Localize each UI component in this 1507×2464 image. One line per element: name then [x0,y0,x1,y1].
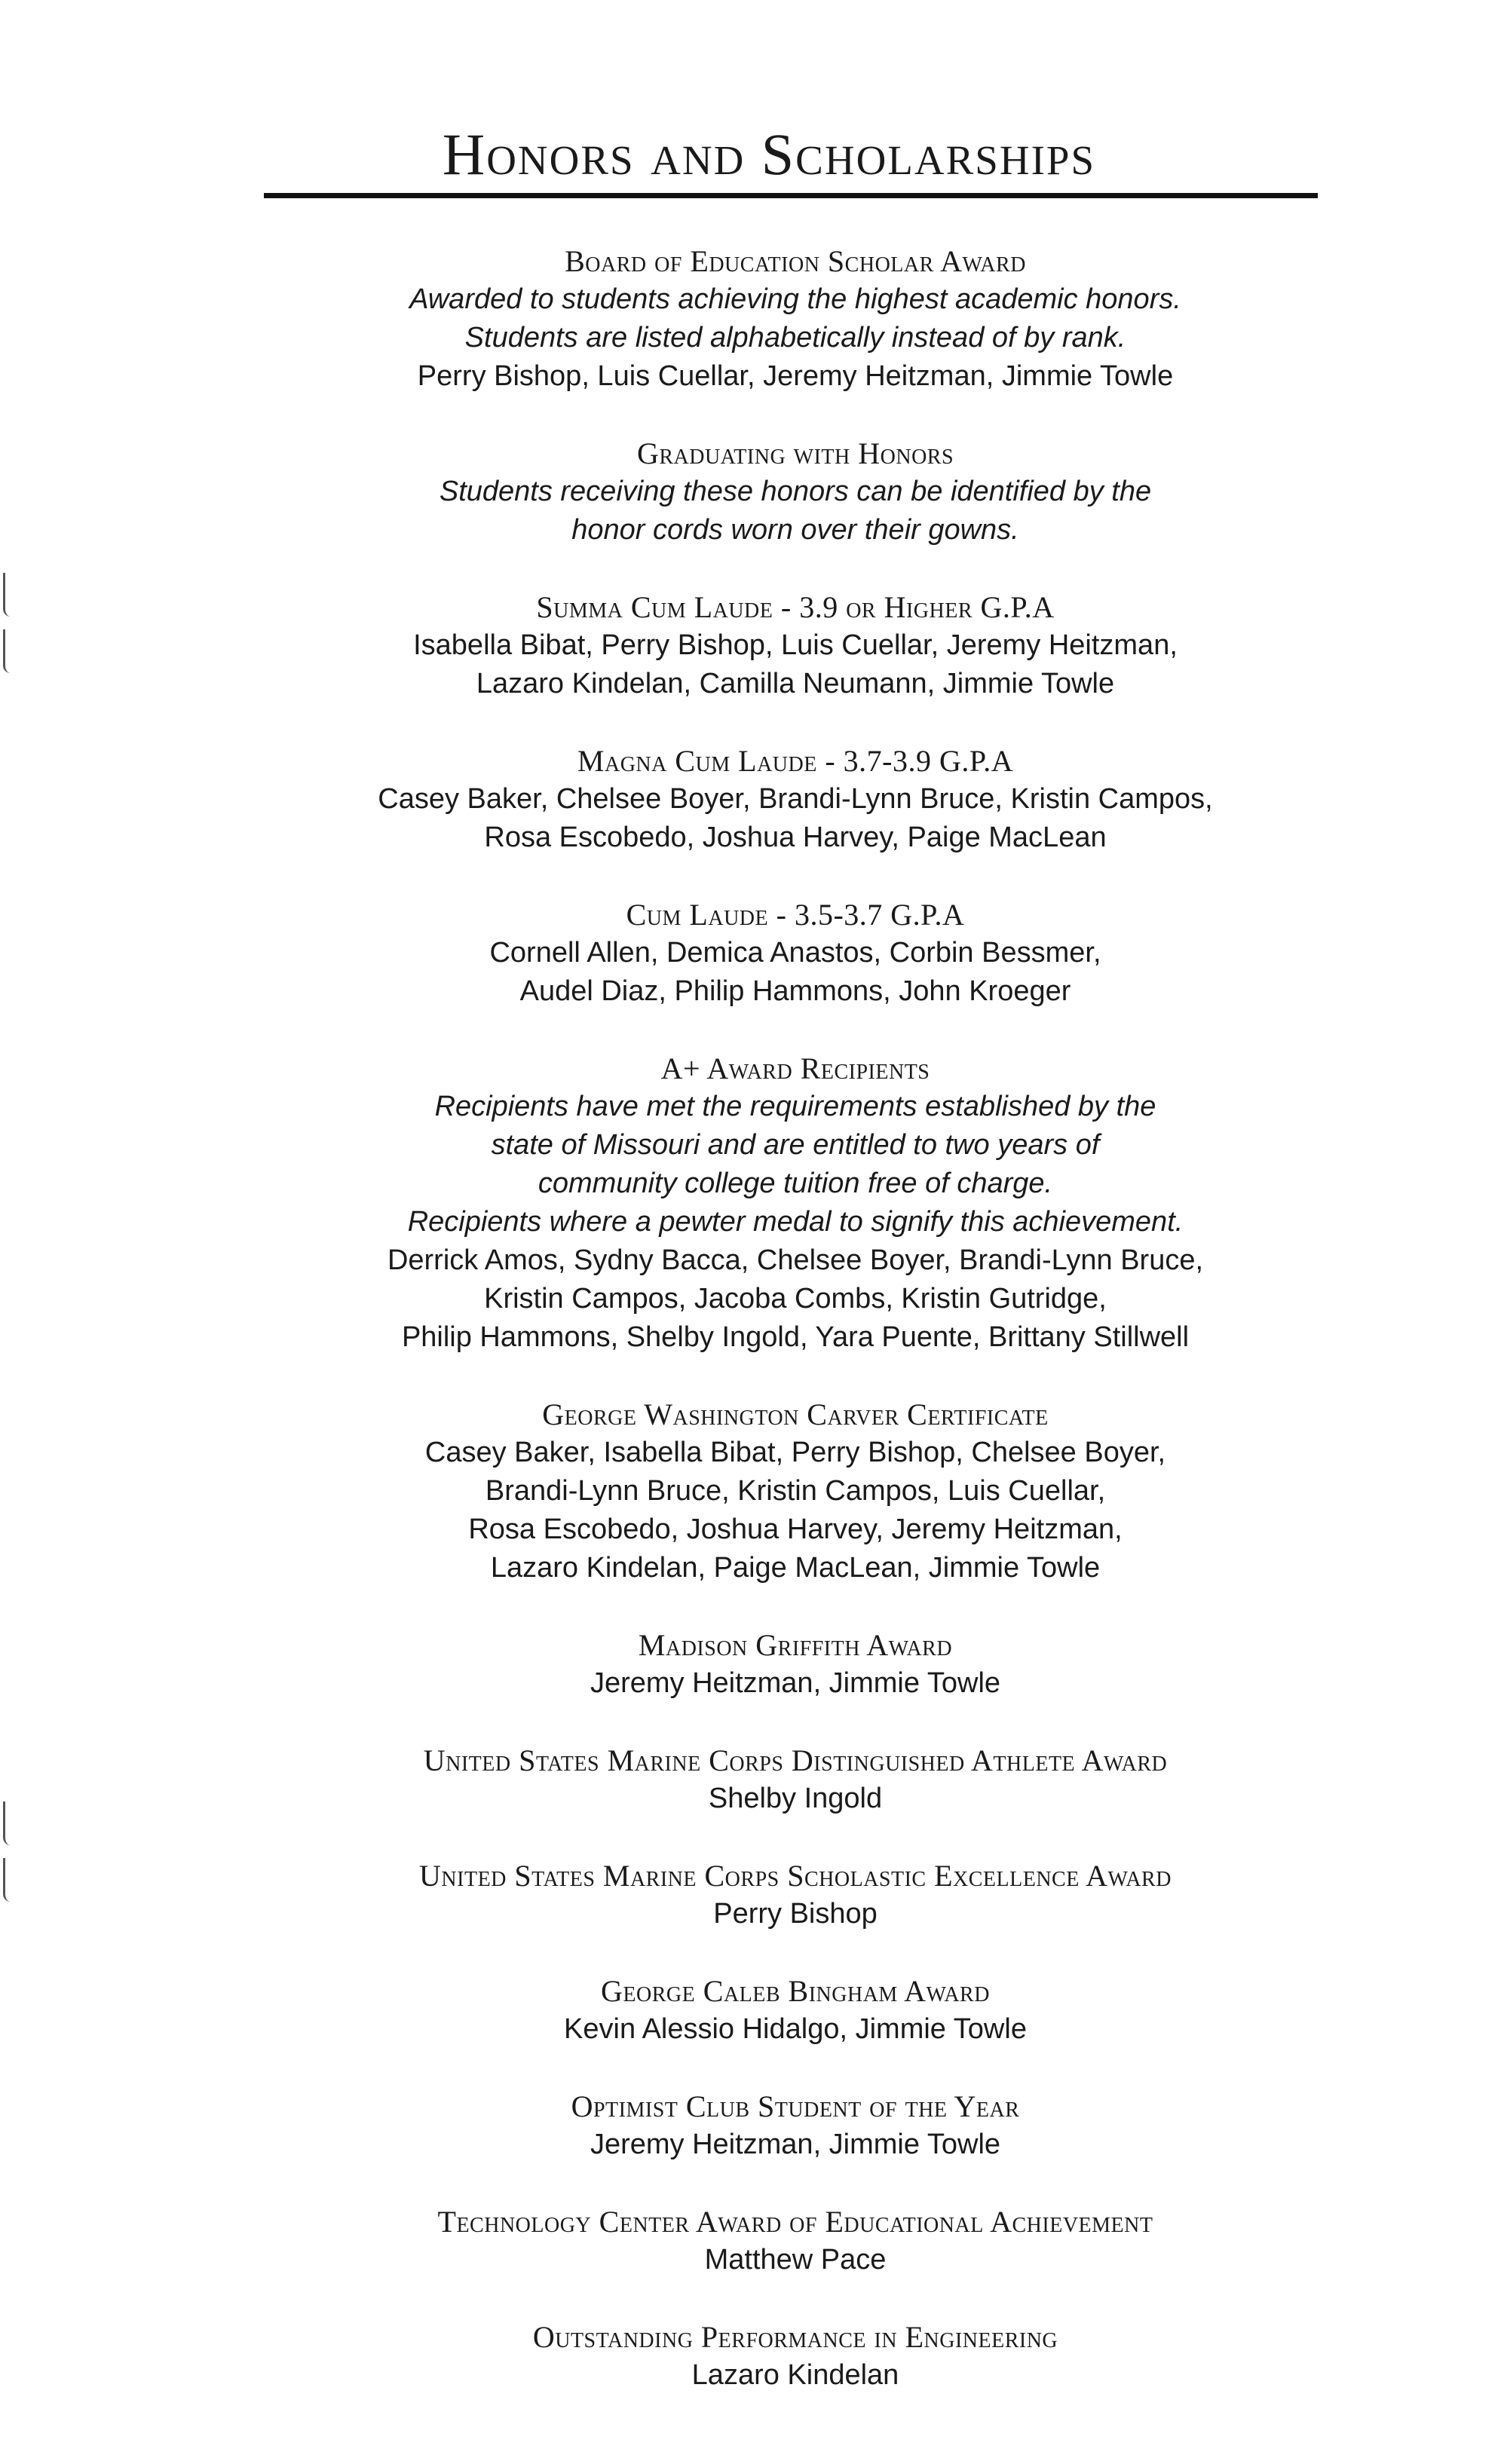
recipient-line: Casey Baker, Chelsee Boyer, Brandi-Lynn Bruce, Kristin Campos, [378,783,1213,815]
award-section [0,742,1507,857]
description-line: honor cords worn over their gowns. [571,514,1019,546]
recipient-line: Perry Bishop, Luis Cuellar, Jeremy Heitzman, Jimmie Towle [417,360,1174,392]
recipient-names [0,1895,1507,1933]
description-line: community college tuition free of charge. [538,1168,1053,1199]
award-heading: Magna Cum Laude - 3.7-3.9 G.P.A [577,744,1014,778]
award-heading: Outstanding Performance in Engineering [532,2320,1058,2354]
award-description [0,473,1507,549]
recipient-names [0,626,1507,703]
recipient-names [0,934,1507,1011]
award-section [0,1742,1507,1818]
description-line: Students receiving these honors can be identified by the [439,476,1152,507]
award-section [0,1857,1507,1933]
recipient-names [0,2241,1507,2279]
award-heading: Cum Laude - 3.5-3.7 G.P.A [626,898,965,932]
recipient-line: Derrick Amos, Sydny Bacca, Chelsee Boyer, Brandi-Lynn Bruce, [387,1244,1204,1276]
award-section [0,1396,1507,1587]
recipient-names [0,357,1507,396]
recipient-line: Brandi-Lynn Bruce, Kristin Campos, Luis Cuellar, [485,1475,1106,1507]
recipient-line: Lazaro Kindelan [691,2359,899,2391]
recipient-line: Lazaro Kindelan, Camilla Neumann, Jimmie Towle [476,668,1115,699]
award-section [0,1973,1507,2049]
description-line: Students are listed alphabetically instead of by rank. [464,322,1126,354]
recipient-names [0,780,1507,857]
recipient-line: Isabella Bibat, Perry Bishop, Luis Cuellar, Jeremy Heitzman, [413,629,1178,661]
recipient-line: Jeremy Heitzman, Jimmie Towle [590,1667,1001,1699]
award-section [0,1627,1507,1703]
description-line: Awarded to students achieving the highest academic honors. [409,283,1181,315]
award-heading: Board of Education Scholar Award [565,244,1026,278]
description-line: state of Missouri and are entitled to two years of [491,1129,1100,1161]
recipient-line: Cornell Allen, Demica Anastos, Corbin Bessmer, [489,937,1101,969]
recipient-line: Shelby Ingold [708,1783,883,1814]
award-heading: United States Marine Corps Scholastic Excellence Award [419,1859,1172,1893]
award-section [0,435,1507,549]
recipient-names [0,1780,1507,1818]
description-line: Recipients where a pewter medal to signify this achievement. [407,1206,1184,1238]
award-section [0,2088,1507,2164]
award-heading: George Caleb Bingham Award [601,1974,990,2008]
recipient-line: Kristin Campos, Jacoba Combs, Kristin Gutridge, [484,1283,1107,1315]
award-heading: Optimist Club Student of the Year [571,2089,1020,2123]
award-section [0,589,1507,703]
award-section [0,2203,1507,2279]
recipient-names [0,1241,1507,1357]
honors-list [0,243,1507,2434]
award-heading: George Washington Carver Certificate [542,1397,1049,1431]
recipient-names [0,2356,1507,2395]
recipient-line: Matthew Pace [704,2244,887,2276]
title-divider [264,193,1318,198]
recipient-line: Rosa Escobedo, Joshua Harvey, Paige MacLean [484,822,1107,853]
award-section [0,2319,1507,2395]
recipient-line: Rosa Escobedo, Joshua Harvey, Jeremy Heitzman, [468,1514,1123,1545]
recipient-line: Perry Bishop [713,1898,878,1930]
award-heading: Madison Griffith Award [638,1628,953,1662]
award-heading: United States Marine Corps Distinguished Athlete Award [423,1743,1168,1777]
award-heading: A+ Award Recipients [660,1051,930,1085]
recipient-line: Lazaro Kindelan, Paige MacLean, Jimmie Towle [490,1552,1101,1584]
recipient-line: Audel Diaz, Philip Hammons, John Kroeger [519,975,1071,1007]
recipient-names [0,1664,1507,1703]
page-title: Honors and Scholarships [442,121,1096,187]
award-heading: Technology Center Award of Educational Achievement [437,2205,1153,2239]
recipient-line: Casey Baker, Isabella Bibat, Perry Bishop, Chelsee Boyer, [424,1437,1166,1468]
recipient-names [0,2010,1507,2049]
recipient-line: Jeremy Heitzman, Jimmie Towle [590,2129,1001,2160]
recipient-line: Kevin Alessio Hidalgo, Jimmie Towle [564,2013,1027,2045]
description-line: Recipients have met the requirements established by the [434,1091,1156,1122]
award-heading: Summa Cum Laude - 3.9 or Higher G.P.A [536,590,1055,624]
recipient-names [0,2126,1507,2164]
award-section [0,243,1507,396]
award-description [0,280,1507,357]
award-section [0,1050,1507,1357]
recipient-names [0,1434,1507,1587]
recipient-line: Philip Hammons, Shelby Ingold, Yara Puente, Brittany Stillwell [401,1321,1190,1353]
award-description [0,1088,1507,1241]
award-section [0,896,1507,1011]
award-heading: Graduating with Honors [636,436,954,470]
